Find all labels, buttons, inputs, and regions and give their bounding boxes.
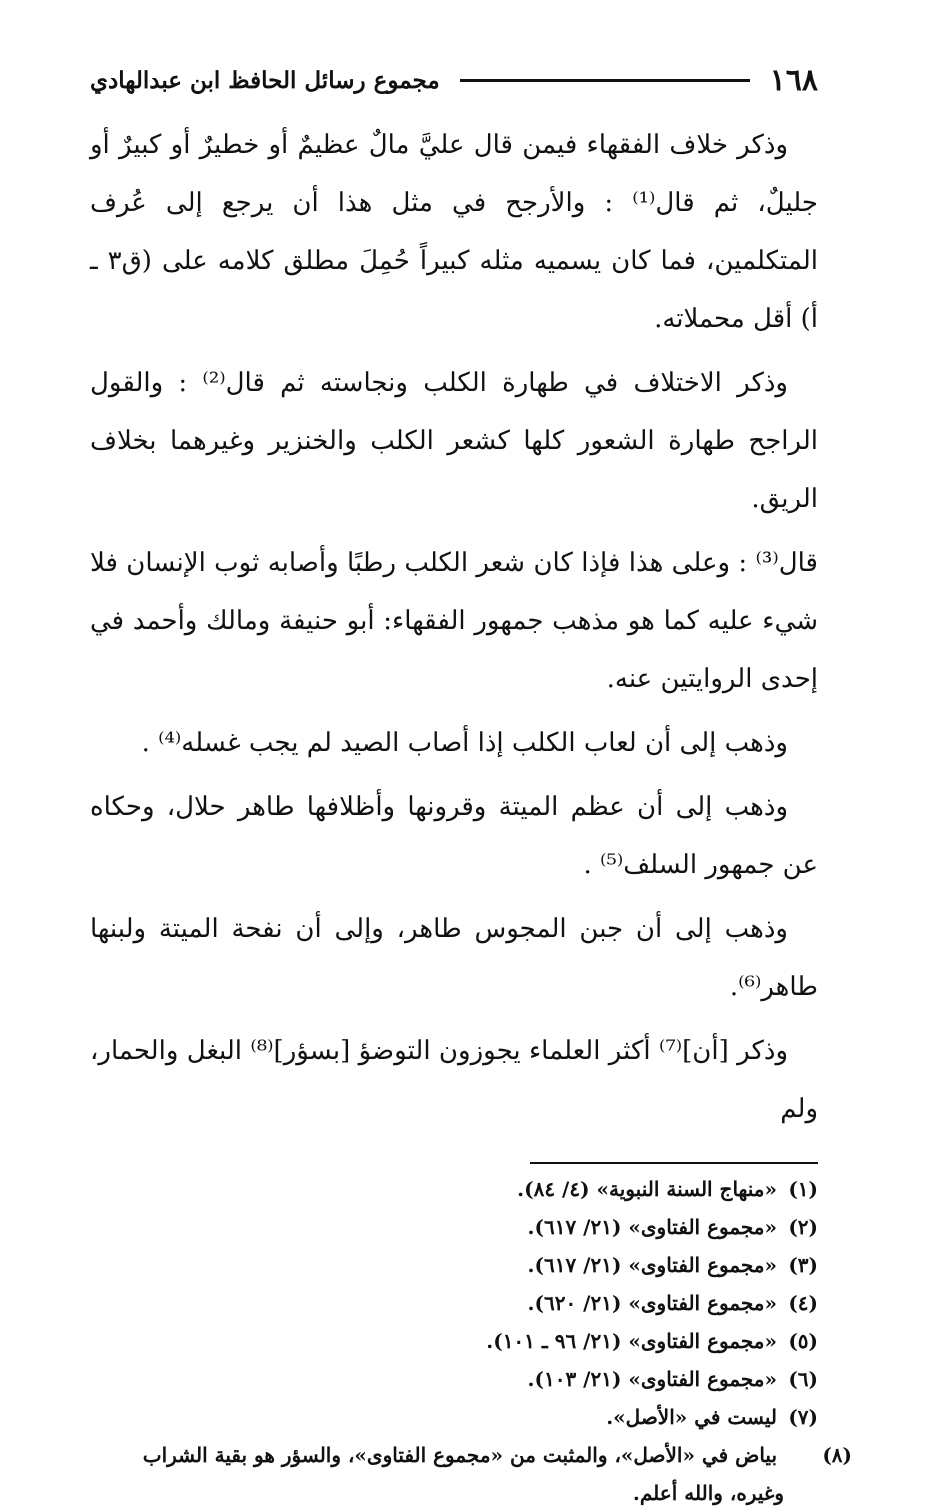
footnote-number: (٢)	[788, 1215, 818, 1239]
footnote-number: (٤)	[788, 1291, 818, 1315]
footnote-number: (٣)	[788, 1253, 818, 1277]
footnote-text: ليست في «الأصل».	[606, 1405, 778, 1429]
footnote	[90, 1208, 818, 1246]
footnote	[90, 1170, 818, 1208]
paragraph: وذكر الاختلاف في طهارة الكلب ونجاسته ثم قال⁽²⁾ : والقول الراجح طهارة الشعور كلها كشعر الكلب والخنزير وغيرهما بخلاف الريق.	[90, 368, 818, 514]
footnotes	[90, 1170, 852, 1512]
footnote-text: بياض في «الأصل»، والمثبت من «مجموع الفتاوى»، والسؤر هو بقية الشراب وغيره، والله أعلم.	[142, 1443, 784, 1505]
footnote	[90, 1322, 818, 1360]
footnote-number: (٧)	[788, 1405, 818, 1429]
footnote	[90, 1436, 852, 1512]
footnote	[90, 1398, 818, 1436]
footnote	[90, 1284, 818, 1322]
running-title: مجموع رسائل الحافظ ابن عبدالهادي	[90, 66, 440, 94]
main-text	[90, 116, 818, 1138]
paragraph: وذهب إلى أن لعاب الكلب إذا أصاب الصيد لم يجب غسله⁽⁴⁾ .	[141, 728, 788, 758]
footnote	[90, 1246, 818, 1284]
footnote-text: «مجموع الفتاوى» (٢١/ ٦١٧).	[527, 1253, 778, 1277]
paragraph: وذهب إلى أن جبن المجوس طاهر، وإلى أن نفحة الميتة ولبنها طاهر⁽⁶⁾.	[90, 914, 818, 1002]
header-rule	[460, 79, 750, 82]
footnote-separator	[530, 1162, 818, 1164]
footnote-number: (٨)	[822, 1443, 852, 1467]
footnote-text: «مجموع الفتاوى» (٢١/ ٦٢٠).	[527, 1291, 778, 1315]
footnote-text: «مجموع الفتاوى» (٢١/ ١٠٣).	[527, 1367, 778, 1391]
footnote-number: (٦)	[788, 1367, 818, 1391]
paragraph: وذكر خلاف الفقهاء فيمن قال عليَّ مالٌ عظيمٌ أو خطيرٌ أو كبيرٌ أو جليلٌ، ثم قال⁽¹⁾ : والأرجح في مثل هذا أن يرجع إلى عُرف المتكلمين، فما كان يسميه مثله كبيراً حُمِلَ مطلق كلامه على (ق٣ ـ أ) أقل محملاته.	[90, 130, 818, 334]
page-header	[90, 60, 818, 100]
footnote-number: (١)	[788, 1177, 818, 1201]
page-number: ١٦٨	[769, 62, 818, 98]
footnote-text: «مجموع الفتاوى» (٢١/ ٦١٧).	[527, 1215, 778, 1239]
footnote-number: (٥)	[788, 1329, 818, 1353]
footnote-text: «مجموع الفتاوى» (٢١/ ٩٦ ـ ١٠١).	[486, 1329, 778, 1353]
paragraph: وذكر [أن]⁽⁷⁾ أكثر العلماء يجوزون التوضؤ [بسؤر]⁽⁸⁾ البغل والحمار، ولم	[90, 1036, 818, 1124]
footnote-text: «منهاج السنة النبوية» (٤/ ٨٤).	[517, 1177, 778, 1201]
paragraph: قال⁽³⁾ : وعلى هذا فإذا كان شعر الكلب رطبًا وأصابه ثوب الإنسان فلا شيء عليه كما هو مذهب جمهور الفقهاء: أبو حنيفة ومالك وأحمد في إحدى الروايتين عنه.	[90, 548, 818, 694]
paragraph: وذهب إلى أن عظم الميتة وقرونها وأظلافها طاهر حلال، وحكاه عن جمهور السلف⁽⁵⁾ .	[90, 792, 818, 880]
footnote	[90, 1360, 818, 1398]
